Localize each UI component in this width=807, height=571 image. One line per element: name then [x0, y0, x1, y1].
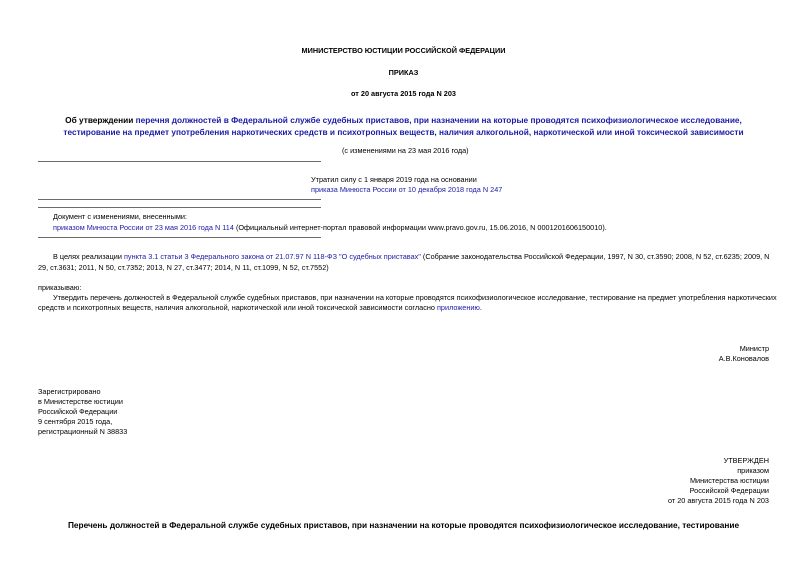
- signature-block: [719, 344, 769, 364]
- approved-block: [668, 456, 769, 506]
- signature-name: А.В.Коновалов: [718, 354, 769, 363]
- approved-line: приказом: [737, 466, 769, 475]
- title-link[interactable]: перечня должностей в Федеральной службе судебных приставов, при назначении на которые проводятся психофизиологическое исследование,: [135, 115, 742, 125]
- registration-line: Зарегистрировано: [38, 387, 101, 396]
- repeal-link[interactable]: приказа Минюста России от 10 декабря 2018 года N 247: [311, 185, 503, 194]
- divider: [38, 199, 321, 200]
- approve-text: средств и психотропных веществ, наличия алкогольной, наркотической или иной токсической зависимости согласно: [38, 303, 437, 312]
- basis-paragraph: [53, 252, 769, 262]
- approve-suffix: .: [479, 303, 482, 312]
- registration-line: регистрационный N 38833: [38, 427, 128, 436]
- basis-prefix: В целях реализации: [53, 252, 124, 261]
- ministry-heading: МИНИСТЕРСТВО ЮСТИЦИИ РОССИЙСКОЙ ФЕДЕРАЦИИ: [301, 46, 506, 55]
- registration-line: Российской Федерации: [38, 407, 118, 416]
- repeal-text: Утратил силу с 1 января 2019 года на основании: [311, 175, 477, 184]
- divider: [38, 237, 321, 238]
- order-word: приказываю:: [38, 283, 82, 292]
- amend-doc-reference: [53, 223, 607, 233]
- approve-paragraph: Утвердить перечень должностей в Федеральной службе судебных приставов, при назначении на которые проводятся психофизиологическое исследование, тестирование на предмет употребления наркотических: [53, 293, 777, 302]
- approved-line: Министерства юстиции: [689, 476, 769, 485]
- divider: [38, 207, 321, 208]
- registration-line: в Министерстве юстиции: [38, 397, 123, 406]
- basis-suffix: (Собрание законодательства Российской Федерации, 1997, N 30, ст.3590; 2008, N 52, ст.6235; 2009, N: [420, 252, 770, 261]
- document-title-line2: [0, 125, 807, 139]
- basis-paragraph-line2: 29, ст.3631; 2011, N 50, ст.7352; 2013, N 27, ст.3477; 2014, N 11, ст.1099, N 52, ст.7552): [38, 263, 329, 272]
- approved-line: Российской Федерации: [689, 486, 769, 495]
- doc-date-number: от 20 августа 2015 года N 203: [351, 89, 456, 98]
- title-prefix: Об утверждении: [65, 115, 136, 125]
- divider: [38, 161, 321, 162]
- amend-doc-suffix: (Официальный интернет-портал правовой информации www.pravo.gov.ru, 15.06.2016, N 0001201606150010).: [233, 223, 607, 232]
- approved-line: УТВЕРЖДЕН: [723, 456, 769, 465]
- signature-position: Министр: [739, 344, 769, 353]
- approve-paragraph-line2: [38, 303, 482, 313]
- amend-doc-label: Документ с изменениями, внесенными:: [53, 212, 187, 221]
- registration-block: [38, 387, 127, 437]
- appendix-link[interactable]: приложению: [436, 303, 480, 312]
- amendment-note: (с изменениями на 23 мая 2016 года): [342, 146, 469, 155]
- registration-line: 9 сентября 2015 года,: [38, 417, 113, 426]
- basis-law-link[interactable]: пункта 3.1 статьи 3 Федерального закона от 21.07.97 N 118-ФЗ "О судебных приставах": [123, 252, 421, 261]
- amend-doc-link[interactable]: приказом Минюста России от 23 мая 2016 года N 114: [53, 223, 234, 232]
- title-link-line2[interactable]: тестирование на предмет употребления наркотических средств и психотропных веществ, наличия алкогольной, наркотической или иной токсической зависимости: [63, 127, 744, 137]
- approved-line: от 20 августа 2015 года N 203: [667, 496, 769, 505]
- appendix-title: Перечень должностей в Федеральной службе судебных приставов, при назначении на которые проводятся психофизиологическое исследование, тестирование: [67, 520, 740, 530]
- doc-type-heading: ПРИКАЗ: [388, 68, 419, 77]
